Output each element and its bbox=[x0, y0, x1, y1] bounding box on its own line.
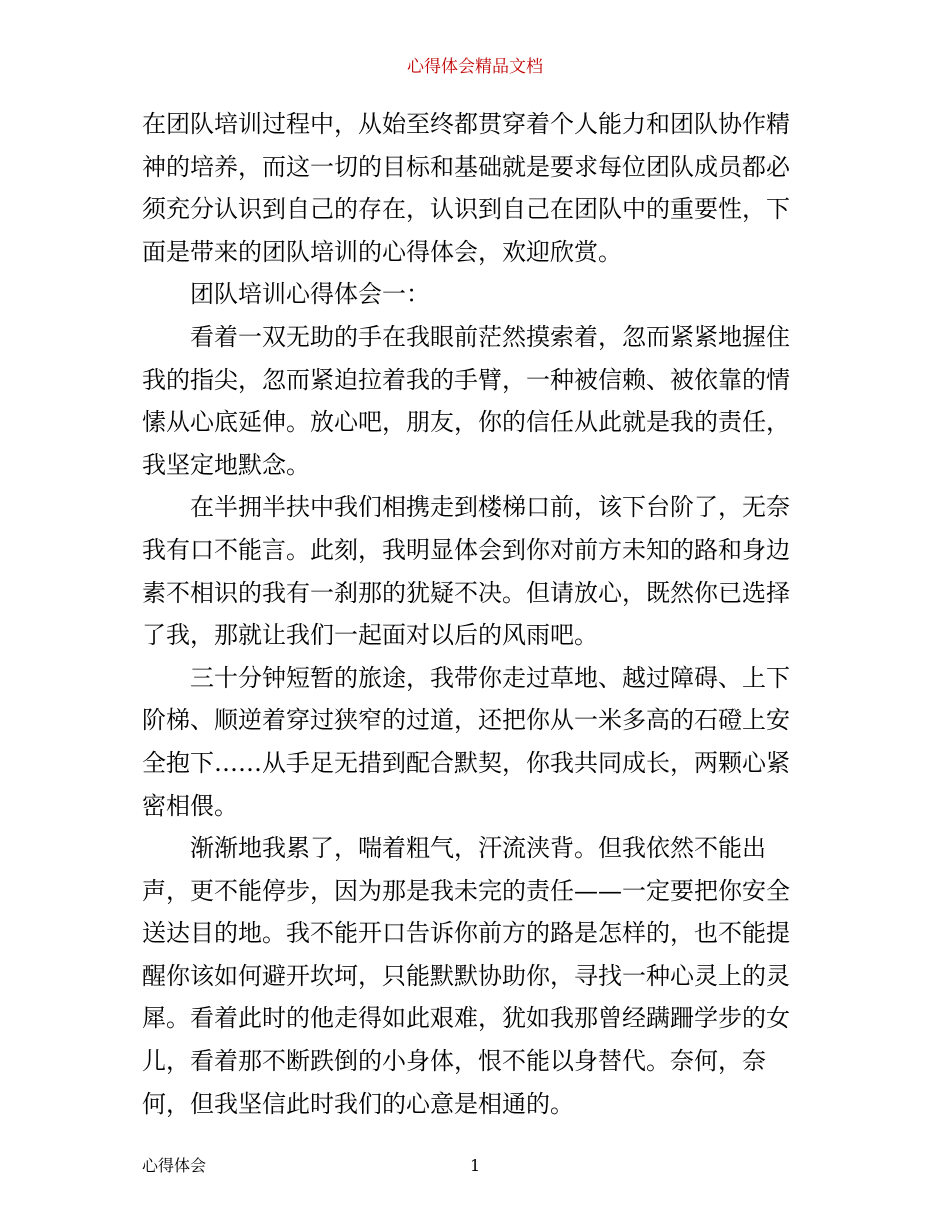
text-line: 我的指尖，忽而紧迫拉着我的手臂，一种被信赖、被依靠的情 bbox=[142, 365, 790, 394]
text-line: 我坚定地默念。 bbox=[142, 450, 310, 479]
page-number: 1 bbox=[470, 1156, 481, 1175]
text-line: 密相偎。 bbox=[142, 791, 238, 820]
text-line: 我有口不能言。此刻，我明显体会到你对前方未知的路和身边 bbox=[142, 535, 790, 564]
text-line: 何，但我坚信此时我们的心意是相通的。 bbox=[142, 1089, 574, 1118]
text-line: 三十分钟短暂的旅途，我带你走过草地、越过障碍、上下 bbox=[190, 663, 790, 692]
page-header-title: 心得体会精品文档 bbox=[407, 57, 543, 77]
text-line: 神的培养，而这一切的目标和基础就是要求每位团队成员都必 bbox=[142, 152, 790, 181]
text-line: 在团队培训过程中，从始至终都贯穿着个人能力和团队协作精 bbox=[142, 110, 790, 138]
text-line: 素不相识的我有一刹那的犹疑不决。但请放心，既然你已选择 bbox=[142, 578, 790, 607]
text-line: 看着一双无助的手在我眼前茫然摸索着，忽而紧紧地握住 bbox=[190, 322, 790, 351]
text-line: 声，更不能停步，因为那是我未完的责任——一定要把你安全 bbox=[142, 876, 790, 905]
text-line: 醒你该如何避开坎坷，只能默默协助你，寻找一种心灵上的灵 bbox=[142, 961, 790, 990]
text-line: 犀。看着此时的他走得如此艰难，犹如我那曾经蹒跚学步的女 bbox=[142, 1004, 790, 1033]
text-line: 面是带来的团队培训的心得体会，欢迎欣赏。 bbox=[142, 237, 622, 266]
text-line: 全抱下……从手足无措到配合默契，你我共同成长，两颗心紧 bbox=[142, 748, 790, 777]
footer-label: 心得体会 bbox=[142, 1156, 207, 1175]
document-body bbox=[142, 103, 810, 1125]
text-line: 渐渐地我累了，喘着粗气，汗流浃背。但我依然不能出 bbox=[190, 834, 766, 863]
text-line: 送达目的地。我不能开口告诉你前方的路是怎样的，也不能提 bbox=[142, 919, 790, 948]
text-line: 愫从心底延伸。放心吧，朋友，你的信任从此就是我的责任， bbox=[142, 408, 790, 437]
text-line: 在半拥半扶中我们相携走到楼梯口前，该下台阶了，无奈 bbox=[190, 493, 790, 522]
text-line: 了我，那就让我们一起面对以后的风雨吧。 bbox=[142, 621, 598, 650]
text-line: 须充分认识到自己的存在，认识到自己在团队中的重要性，下 bbox=[142, 195, 790, 224]
text-line: 儿，看着那不断跌倒的小身体，恨不能以身替代。奈何，奈 bbox=[142, 1047, 766, 1076]
text-line: 阶梯、顺逆着穿过狭窄的过道，还把你从一米多高的石磴上安 bbox=[142, 706, 790, 735]
text-line: 团队培训心得体会一： bbox=[190, 280, 430, 309]
